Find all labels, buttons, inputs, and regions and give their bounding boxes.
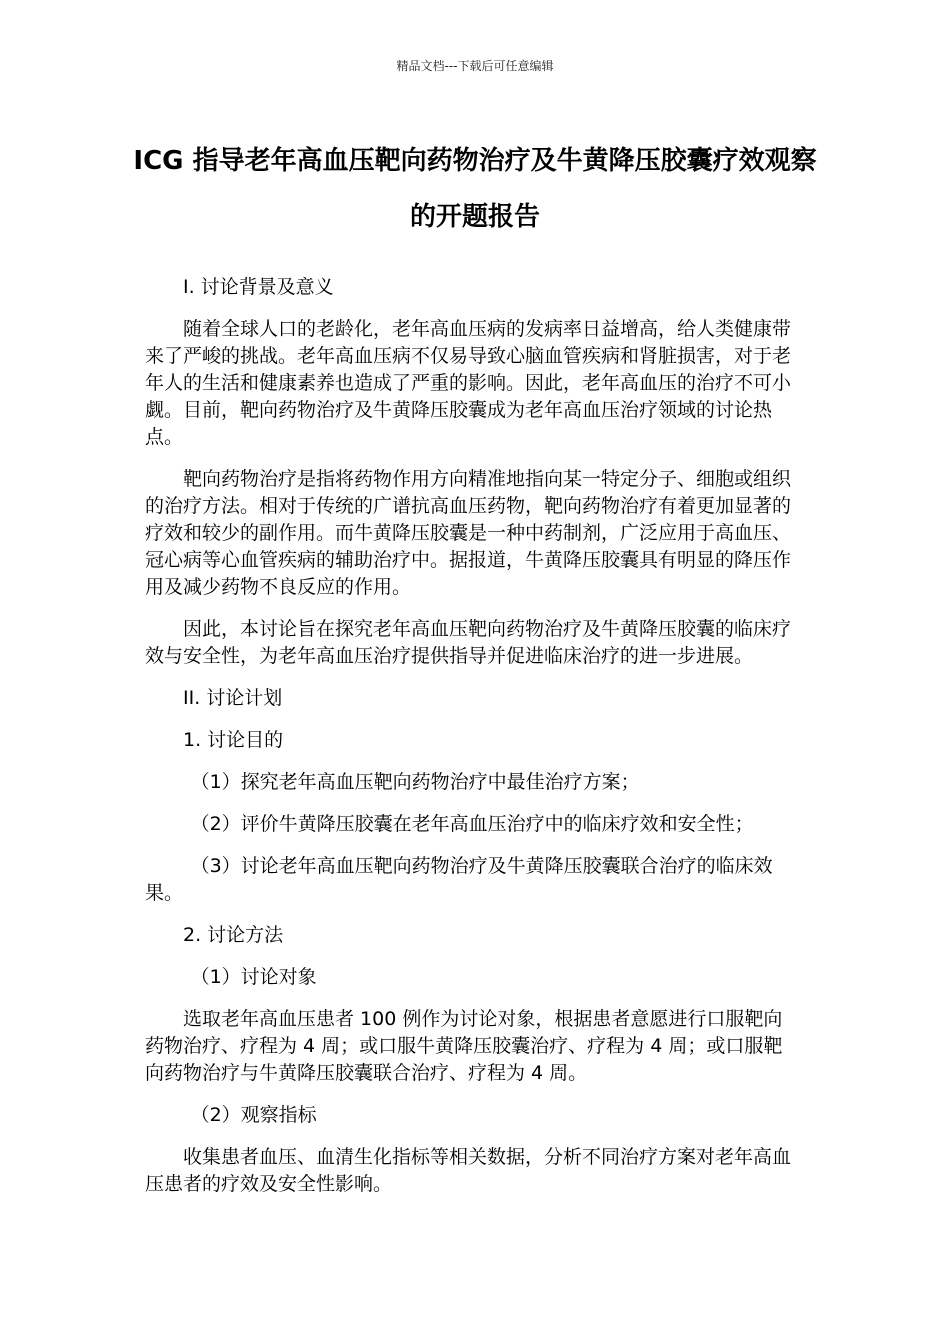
document-body: [145, 274, 795, 1213]
subject-heading: （1）讨论对象: [190, 966, 317, 988]
purpose-heading: 1. 讨论目的: [183, 729, 284, 751]
section1-paragraph-2: 靶向药物治疗是指将药物作用方向精准地指向某一特定分子、细胞或组织的治疗方法。相对于传统的广谱抗高血压药物，靶向药物治疗有着更加显著的疗效和较少的副作用。而牛黄降压胶囊是一种中药制剂，广泛应用于高血压、冠心病等心血管疾病的辅助治疗中。据报道，牛黄降压胶囊具有明显的降压作用及减少药物不良反应的作用。: [145, 468, 792, 598]
indicator-paragraph: 收集患者血压、血清生化指标等相关数据，分析不同治疗方案对老年高血压患者的疗效及安全性影响。: [145, 1146, 792, 1195]
purpose-item-3: （3）讨论老年高血压靶向药物治疗及牛黄降压胶囊联合治疗的临床效果。: [145, 855, 773, 904]
purpose-item-2: （2）评价牛黄降压胶囊在老年高血压治疗中的临床疗效和安全性；: [190, 813, 754, 835]
section1-paragraph-3: 因此，本讨论旨在探究老年高血压靶向药物治疗及牛黄降压胶囊的临床疗效与安全性，为老年高血压治疗提供指导并促进临床治疗的进一步进展。: [145, 618, 792, 667]
section2-heading: II. 讨论计划: [183, 687, 283, 709]
subject-paragraph: 选取老年高血压患者 100 例作为讨论对象，根据患者意愿进行口服靶向药物治疗、疗程为 4 周；或口服牛黄降压胶囊治疗、疗程为 4 周；或口服靶向药物治疗与牛黄降压胶囊联合治疗、疗程为 4 周。: [145, 1008, 783, 1084]
purpose-item-1: （1）探究老年高血压靶向药物治疗中最佳治疗方案；: [190, 771, 640, 793]
method-heading: 2. 讨论方法: [183, 924, 284, 946]
section1-paragraph-1: 随着全球人口的老龄化，老年高血压病的发病率日益增高，给人类健康带来了严峻的挑战。老年高血压病不仅易导致心脑血管疾病和肾脏损害，对于老年人的生活和健康素养也造成了严重的影响。因此，老年高血压的治疗不可小觑。目前，靶向药物治疗及牛黄降压胶囊成为老年高血压治疗领域的讨论热点。: [145, 318, 792, 448]
section1-heading: I. 讨论背景及意义: [183, 276, 334, 298]
page-title: ICG 指导老年高血压靶向药物治疗及牛黄降压胶囊疗效观察的开题报告: [133, 146, 817, 232]
header-note: 精品文档---下载后可任意编辑: [396, 59, 554, 73]
indicator-heading: （2）观察指标: [190, 1104, 317, 1126]
